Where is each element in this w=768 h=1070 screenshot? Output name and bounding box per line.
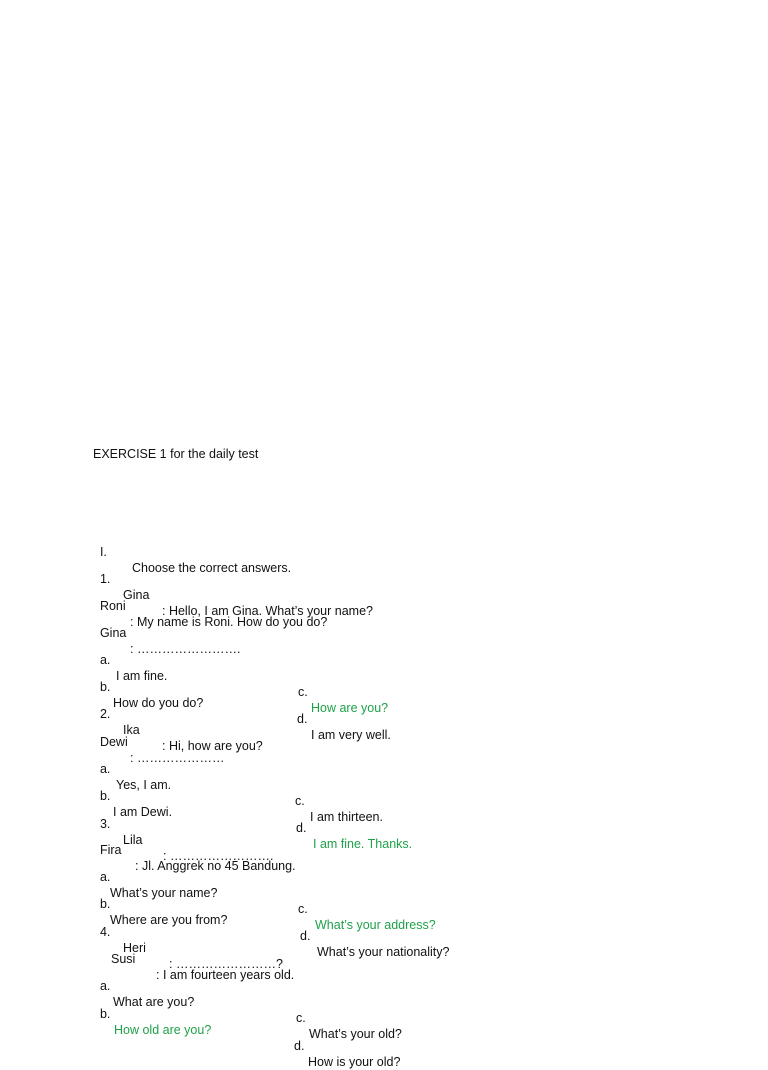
option-d: How is your old? — [308, 1055, 401, 1069]
option-d: I am very well. — [311, 728, 391, 742]
speaker-name: Susi — [111, 952, 136, 966]
question-number: 4. — [99, 925, 111, 939]
option-c-letter: c. — [298, 902, 308, 916]
option-b-letter: b. — [99, 680, 111, 694]
option-d-letter: d. — [294, 1039, 305, 1053]
option-b-letter: b. — [99, 897, 111, 911]
option-b-correct: How old are you? — [114, 1023, 212, 1037]
dialogue-text: : Jl. Anggrek no 45 Bandung. — [135, 859, 296, 873]
option-d-letter: d. — [300, 929, 311, 943]
option-a-letter: a. — [99, 870, 111, 884]
option-d-letter: d. — [296, 821, 307, 835]
option-c-correct: What’s your address? — [315, 918, 436, 932]
answer-blank: : ………………… — [130, 751, 225, 765]
option-b-letter: b. — [99, 789, 111, 803]
speaker-name: Ika — [123, 723, 140, 737]
option-b: Where are you from? — [110, 913, 228, 927]
question-number: 3. — [99, 817, 111, 831]
option-c: I am thirteen. — [310, 810, 383, 824]
option-d: What’s your nationality? — [317, 945, 450, 959]
option-a-letter: a. — [99, 762, 111, 776]
speaker-name: Gina — [123, 588, 150, 602]
option-d-correct: I am fine. Thanks. — [313, 837, 413, 851]
answer-blank: : ……………………. — [130, 642, 241, 656]
option-a: Yes, I am. — [116, 778, 172, 792]
dialogue-text: : Hello, I am Gina. What’s your name? — [162, 604, 373, 618]
question-number: 1. — [99, 572, 111, 586]
option-c-letter: c. — [296, 1011, 306, 1025]
speaker-name: Heri — [123, 941, 146, 955]
speaker-name: Gina — [99, 626, 127, 640]
speaker-name: Roni — [99, 599, 126, 613]
option-a: What are you? — [113, 995, 195, 1009]
option-c: What’s your old? — [309, 1027, 402, 1041]
instruction-text: Choose the correct answers. — [132, 561, 292, 575]
question-number: 2. — [99, 707, 111, 721]
instruction-number: I. — [99, 545, 107, 559]
dialogue-text: : Hi, how are you? — [162, 739, 263, 753]
answer-blank: : ……………………? — [169, 957, 283, 971]
option-c-letter: c. — [298, 685, 308, 699]
speaker-name: Dewi — [99, 735, 128, 749]
option-a-letter: a. — [99, 653, 111, 667]
option-a: What’s your name? — [110, 886, 218, 900]
option-c-letter: c. — [295, 794, 305, 808]
option-c-correct: How are you? — [311, 701, 389, 715]
answer-blank: : ……………………. — [163, 849, 274, 863]
speaker-name: Fira — [99, 843, 122, 857]
dialogue-text: : I am fourteen years old. — [156, 968, 295, 982]
exercise-title: EXERCISE 1 for the daily test — [93, 447, 259, 461]
option-d-letter: d. — [297, 712, 308, 726]
option-b: I am Dewi. — [113, 805, 173, 819]
dialogue-text: : My name is Roni. How do you do? — [130, 615, 328, 629]
option-a-letter: a. — [99, 979, 111, 993]
option-b-letter: b. — [99, 1007, 111, 1021]
speaker-name: Lila — [123, 833, 143, 847]
option-b: How do you do? — [113, 696, 204, 710]
option-a: I am fine. — [116, 669, 168, 683]
